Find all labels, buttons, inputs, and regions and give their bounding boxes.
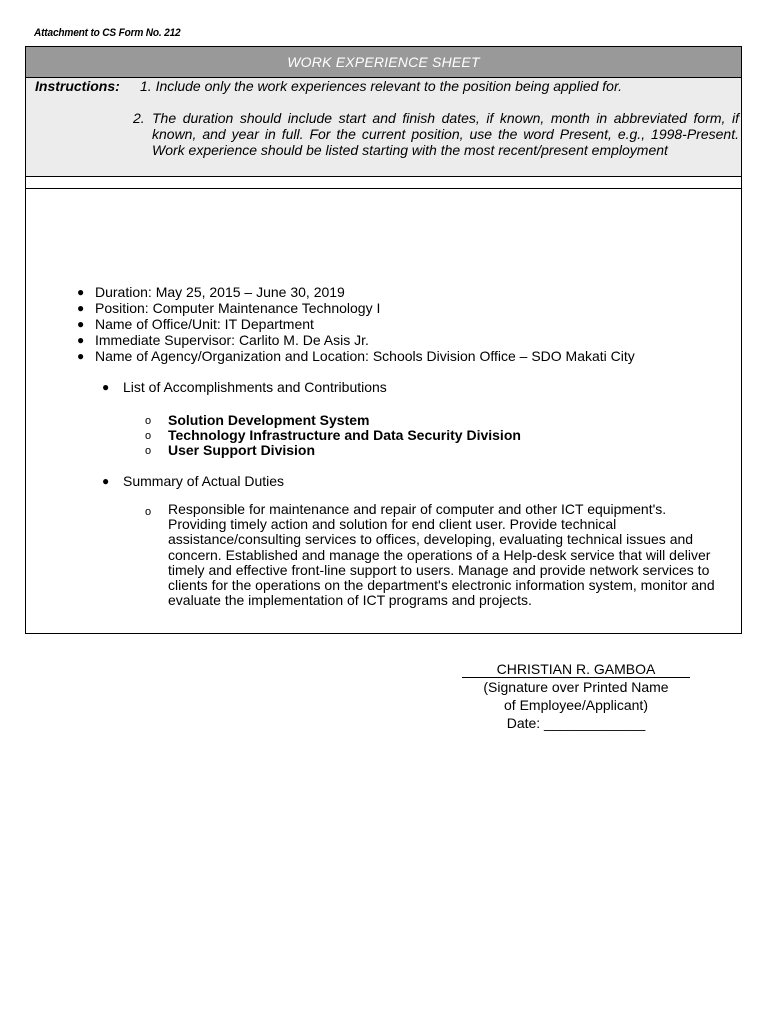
accomplishment-item bbox=[144, 412, 521, 427]
bullet-icon: ● bbox=[102, 380, 110, 394]
bullet-icon: ● bbox=[77, 285, 85, 299]
instructions-label: Instructions: bbox=[35, 78, 120, 94]
bullet-icon: ● bbox=[77, 317, 85, 331]
experience-details-list bbox=[74, 284, 635, 364]
instruction-2 bbox=[133, 110, 739, 158]
bullet-icon: ● bbox=[102, 474, 110, 488]
accomplishment-item bbox=[144, 442, 521, 457]
accomplishments-heading bbox=[102, 379, 387, 395]
instruction-2-number: 2. bbox=[133, 110, 145, 126]
duties-item bbox=[144, 502, 720, 608]
date-line: Date: _____________ bbox=[506, 715, 646, 731]
duration-item bbox=[74, 284, 635, 300]
accomplishments-heading-text: List of Accomplishments and Contributions bbox=[123, 379, 387, 395]
agency-text: Name of Agency/Organization and Location: Schools Division Office – SDO Makati City bbox=[95, 348, 635, 364]
office-text: Name of Office/Unit: IT Department bbox=[95, 316, 314, 332]
accomplishment-text: Solution Development System bbox=[168, 412, 370, 428]
bullet-icon: ● bbox=[77, 301, 85, 315]
supervisor-item bbox=[74, 332, 635, 348]
signature-caption-2: of Employee/Applicant) bbox=[504, 697, 648, 713]
sheet-title: WORK EXPERIENCE SHEET bbox=[26, 47, 741, 78]
signature-block bbox=[462, 661, 690, 732]
instructions-section bbox=[26, 78, 741, 177]
instruction-1: 1. Include only the work experiences relevant to the position being applied for. bbox=[140, 78, 623, 94]
instruction-2-text: The duration should include start and finish dates, if known, month in abbreviated form, if known, and year in full. For the current position, use the word Present, e.g., 1998-Present. Work experience should be listed starting with the most recent/present employment bbox=[152, 110, 739, 158]
bullet-icon: ● bbox=[77, 333, 85, 347]
accomplishment-text: User Support Division bbox=[168, 442, 316, 458]
position-text: Position: Computer Maintenance Technology I bbox=[95, 300, 381, 316]
form-attachment-label: Attachment to CS Form No. 212 bbox=[34, 27, 181, 39]
accomplishments-list bbox=[144, 412, 521, 457]
duration-text: Duration: May 25, 2015 – June 30, 2019 bbox=[95, 284, 345, 300]
duties-heading-text: Summary of Actual Duties bbox=[123, 473, 285, 489]
position-item bbox=[74, 300, 635, 316]
signature-caption-1: (Signature over Printed Name bbox=[483, 679, 669, 695]
duties-text: Responsible for maintenance and repair of computer and other ICT equipment's. Providing timely action and solution for end client user. Provide technical assistance/consulting services to offices, developing, evaluating technical issues and concern. Established and manage the operations of a Help-desk service that will deliver timely and effective front-line support to users. Manage and provide network services to clients for the operations on the department's electronic information system, monitor and evaluate the implementation of ICT programs and projects. bbox=[168, 501, 715, 609]
duties-heading bbox=[102, 473, 284, 489]
accomplishment-item bbox=[144, 427, 521, 442]
circle-bullet-icon: o bbox=[145, 430, 152, 442]
circle-bullet-icon: o bbox=[145, 415, 152, 427]
supervisor-text: Immediate Supervisor: Carlito M. De Asis Jr. bbox=[95, 332, 369, 348]
blank-row bbox=[26, 177, 741, 189]
bullet-icon: ● bbox=[77, 349, 85, 363]
circle-bullet-icon: o bbox=[145, 506, 152, 518]
signatory-name: CHRISTIAN R. GAMBOA bbox=[462, 661, 690, 678]
accomplishment-text: Technology Infrastructure and Data Security Division bbox=[168, 427, 521, 443]
work-experience-sheet bbox=[25, 46, 742, 634]
office-item bbox=[74, 316, 635, 332]
circle-bullet-icon: o bbox=[145, 445, 152, 457]
agency-item bbox=[74, 348, 635, 364]
